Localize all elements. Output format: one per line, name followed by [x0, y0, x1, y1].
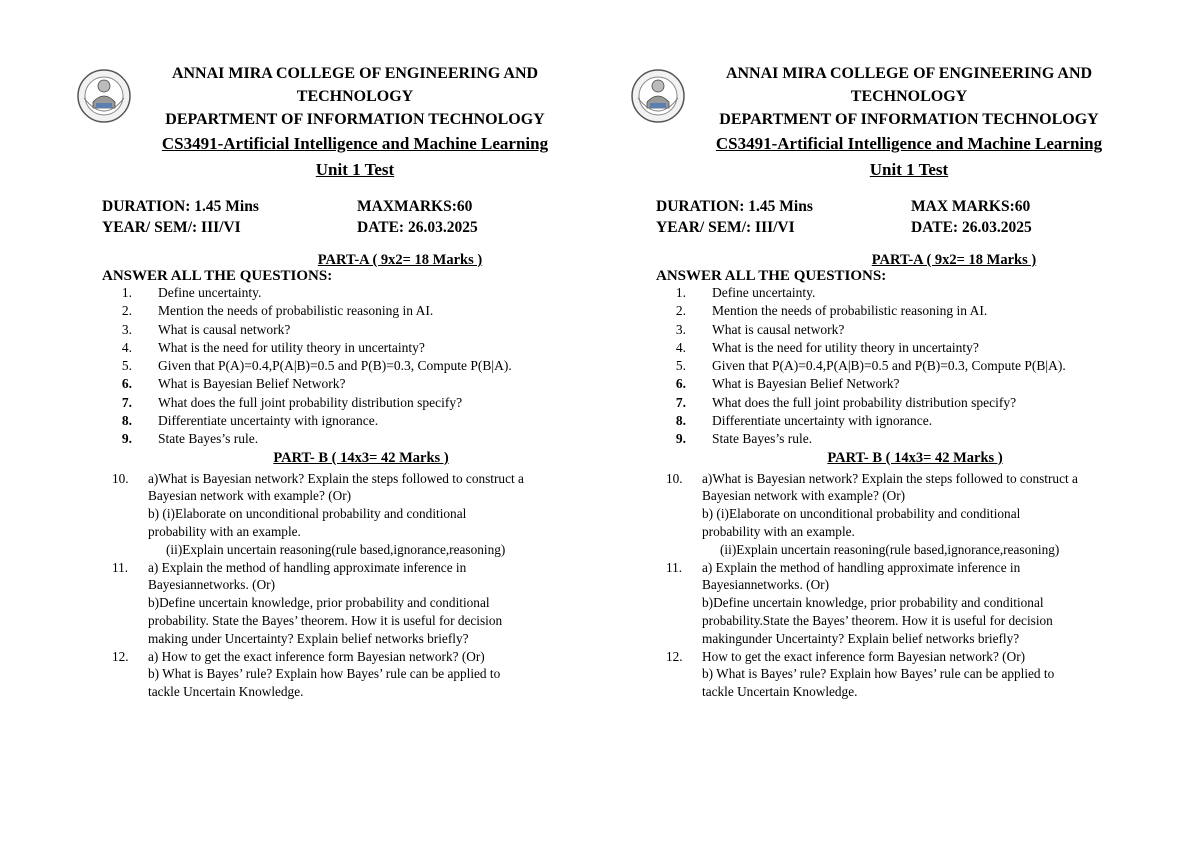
college-name-line2: TECHNOLOGY	[296, 88, 414, 105]
question-number: 3.	[121, 321, 132, 337]
question-item	[656, 470, 1156, 559]
question-number: 9.	[121, 431, 132, 447]
college-name-line2: TECHNOLOGY	[850, 88, 968, 105]
question-number: 4.	[675, 339, 686, 355]
question-text: What does the full joint probability distribution specify?	[158, 394, 463, 410]
max-marks: MAX MARKS:60	[911, 198, 1031, 215]
question-line: making under Uncertainty? Explain belief networks briefly?	[148, 630, 469, 646]
question-line: (ii)Explain uncertain reasoning(rule based,ignorance,reasoning)	[166, 541, 506, 557]
question-number: 5.	[675, 358, 686, 374]
year-sem: YEAR/ SEM/: III/VI	[102, 219, 241, 236]
question-number: 8.	[121, 413, 132, 429]
question-text: What is causal network?	[712, 321, 845, 337]
question-number: 6.	[675, 376, 686, 392]
question-paper-left	[102, 62, 602, 701]
question-text: Differentiate uncertainty with ignorance.	[712, 413, 933, 429]
question-number: 8.	[675, 413, 686, 429]
test-title: Unit 1 Test	[315, 160, 395, 179]
instruction: ANSWER ALL THE QUESTIONS:	[102, 268, 333, 284]
question-item	[102, 284, 602, 302]
question-text: Mention the needs of probabilistic reasoning in AI.	[158, 303, 434, 319]
college-seal-icon	[630, 68, 686, 124]
question-number: 6.	[121, 376, 132, 392]
question-number: 9.	[675, 431, 686, 447]
question-text: State Bayes’s rule.	[158, 431, 259, 447]
question-text: Define uncertainty.	[712, 285, 816, 300]
question-item	[656, 559, 1156, 648]
question-item	[102, 339, 602, 357]
question-item	[102, 321, 602, 339]
exam-date: DATE: 26.03.2025	[357, 219, 478, 236]
question-number: 10.	[112, 470, 129, 486]
question-item	[102, 559, 602, 648]
question-number: 11.	[666, 559, 683, 575]
exam-details	[102, 196, 602, 238]
question-item	[656, 394, 1156, 412]
exam-details	[656, 196, 1156, 238]
question-line: b)Define uncertain knowledge, prior probability and conditional	[148, 595, 490, 611]
question-line: b) (i)Elaborate on unconditional probability and conditional	[702, 506, 1021, 522]
question-line: b) What is Bayes’ rule? Explain how Bayes’ rule can be applied to	[148, 666, 501, 682]
question-text: What is the need for utility theory in uncertainty?	[712, 339, 979, 355]
question-line: Bayesiannetworks. (Or)	[702, 577, 830, 593]
question-number: 5.	[121, 358, 132, 374]
question-number: 2.	[121, 303, 132, 319]
question-item	[656, 339, 1156, 357]
duration: DURATION: 1.45 Mins	[102, 198, 259, 215]
college-name: ANNAI MIRA COLLEGE OF ENGINEERING AND	[725, 65, 1093, 82]
question-item	[656, 648, 1156, 701]
department-name: DEPARTMENT OF INFORMATION TECHNOLOGY	[719, 111, 1099, 128]
question-text: What is the need for utility theory in uncertainty?	[158, 339, 425, 355]
question-item	[656, 375, 1156, 393]
question-text: What does the full joint probability distribution specify?	[712, 394, 1017, 410]
course-title: CS3491-Artificial Intelligence and Machine Learning	[161, 134, 549, 153]
question-item	[656, 430, 1156, 448]
question-line: probability. State the Bayes’ theorem. How it is useful for decision	[148, 613, 503, 629]
question-text: What is Bayesian Belief Network?	[712, 376, 900, 392]
question-line: Bayesian network with example? (Or)	[702, 488, 906, 504]
question-line: b) (i)Elaborate on unconditional probability and conditional	[148, 506, 467, 522]
question-line: b) What is Bayes’ rule? Explain how Bayes’ rule can be applied to	[702, 666, 1055, 682]
question-number: 12.	[112, 648, 129, 664]
question-number: 10.	[666, 470, 683, 486]
question-text: What is causal network?	[158, 321, 291, 337]
college-name: ANNAI MIRA COLLEGE OF ENGINEERING AND	[171, 65, 539, 82]
question-number: 7.	[675, 394, 686, 410]
exam-date: DATE: 26.03.2025	[911, 219, 1032, 236]
question-item	[102, 394, 602, 412]
part-b-title: PART- B ( 14x3= 42 Marks )	[827, 449, 1003, 466]
question-line: a) Explain the method of handling approximate inference in	[148, 559, 467, 575]
question-line: probability with an example.	[702, 524, 855, 540]
question-item	[102, 470, 602, 559]
question-item	[656, 321, 1156, 339]
question-number: 7.	[121, 394, 132, 410]
question-line: makingunder Uncertainty? Explain belief networks briefly?	[702, 630, 1020, 646]
question-number: 12.	[666, 648, 683, 664]
question-number: 4.	[121, 339, 132, 355]
part-a-title: PART-A ( 9x2= 18 Marks )	[871, 252, 1037, 268]
question-item	[102, 302, 602, 320]
question-line: a) How to get the exact inference form Bayesian network? (Or)	[148, 648, 485, 664]
header	[108, 62, 602, 182]
question-item	[656, 357, 1156, 375]
question-line: Bayesiannetworks. (Or)	[148, 577, 276, 593]
question-number: 1.	[121, 285, 132, 300]
question-number: 2.	[675, 303, 686, 319]
year-sem: YEAR/ SEM/: III/VI	[656, 219, 795, 236]
part-b-title: PART- B ( 14x3= 42 Marks )	[273, 449, 449, 466]
question-item	[102, 648, 602, 701]
question-text: Define uncertainty.	[158, 285, 262, 300]
question-line: tackle Uncertain Knowledge.	[702, 684, 858, 700]
question-item	[656, 284, 1156, 302]
question-paper-right	[656, 62, 1156, 701]
question-line: a)What is Bayesian network? Explain the steps followed to construct a	[702, 470, 1078, 486]
question-number: 3.	[675, 321, 686, 337]
question-line: a) Explain the method of handling approximate inference in	[702, 559, 1021, 575]
question-line: Bayesian network with example? (Or)	[148, 488, 352, 504]
question-text: Mention the needs of probabilistic reasoning in AI.	[712, 303, 988, 319]
part-a-questions	[656, 284, 1156, 449]
question-line: a)What is Bayesian network? Explain the steps followed to construct a	[148, 470, 524, 486]
question-line: b)Define uncertain knowledge, prior probability and conditional	[702, 595, 1044, 611]
duration: DURATION: 1.45 Mins	[656, 198, 813, 215]
header	[662, 62, 1156, 182]
question-line: probability.State the Bayes’ theorem. How it is useful for decision	[702, 613, 1053, 629]
course-title: CS3491-Artificial Intelligence and Machine Learning	[715, 134, 1103, 153]
question-text: Given that P(A)=0.4,P(A|B)=0.5 and P(B)=0.3, Compute P(B|A).	[712, 358, 1066, 374]
max-marks: MAXMARKS:60	[357, 198, 473, 215]
college-seal-icon	[76, 68, 132, 124]
question-item	[102, 412, 602, 430]
test-title: Unit 1 Test	[869, 160, 949, 179]
question-text: Differentiate uncertainty with ignorance.	[158, 413, 379, 429]
question-item	[102, 375, 602, 393]
question-line: probability with an example.	[148, 524, 301, 540]
question-item	[656, 302, 1156, 320]
question-line: tackle Uncertain Knowledge.	[148, 684, 304, 700]
question-item	[102, 430, 602, 448]
part-b-questions	[656, 470, 1156, 701]
question-item	[102, 357, 602, 375]
question-line: (ii)Explain uncertain reasoning(rule based,ignorance,reasoning)	[720, 541, 1060, 557]
question-line: How to get the exact inference form Bayesian network? (Or)	[702, 648, 1026, 664]
question-item	[656, 412, 1156, 430]
part-a-questions	[102, 284, 602, 449]
question-number: 1.	[675, 285, 686, 300]
part-b-questions	[102, 470, 602, 701]
part-a-title: PART-A ( 9x2= 18 Marks )	[317, 252, 483, 268]
question-text: State Bayes’s rule.	[712, 431, 813, 447]
instruction: ANSWER ALL THE QUESTIONS:	[656, 268, 887, 284]
department-name: DEPARTMENT OF INFORMATION TECHNOLOGY	[165, 111, 545, 128]
question-number: 11.	[112, 559, 129, 575]
question-text: Given that P(A)=0.4,P(A|B)=0.5 and P(B)=0.3, Compute P(B|A).	[158, 358, 512, 374]
question-text: What is Bayesian Belief Network?	[158, 376, 346, 392]
